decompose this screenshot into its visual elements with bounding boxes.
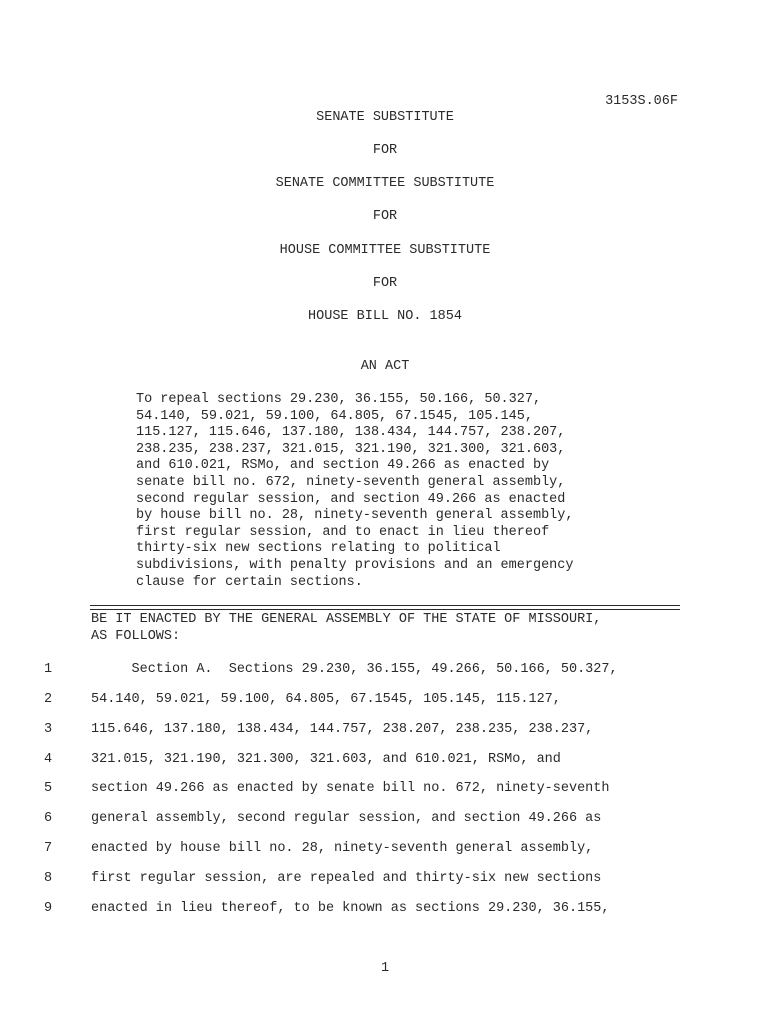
summary-line: and 610.021, RSMo, and section 49.266 as enacted by	[136, 458, 550, 474]
body-line: 321.015, 321.190, 321.300, 321.603, and 610.021, RSMo, and	[91, 752, 561, 767]
body-line: general assembly, second regular session, and section 49.266 as	[91, 811, 602, 826]
line-number: 9	[44, 901, 53, 916]
summary-line: To repeal sections 29.230, 36.155, 50.166, 50.327,	[136, 392, 542, 407]
summary-line: 54.140, 59.021, 59.100, 64.805, 67.1545, 105.145,	[136, 408, 533, 424]
heading-senate-substitute: SENATE SUBSTITUTE	[316, 110, 454, 125]
summary-line: clause for certain sections.	[136, 574, 363, 590]
summary-line: 238.235, 238.237, 321.015, 321.190, 321.300, 321.603,	[136, 441, 566, 457]
body-line: 115.646, 137.180, 138.434, 144.757, 238.207, 238.235, 238.237,	[91, 722, 594, 737]
line-number: 1	[44, 662, 53, 677]
double-rule-top	[90, 605, 680, 606]
body-line: 54.140, 59.021, 59.100, 64.805, 67.1545, 105.145, 115.127,	[91, 692, 561, 707]
enacting-line: AS FOLLOWS:	[91, 629, 181, 644]
act-summary	[136, 392, 656, 591]
heading-for-3: FOR	[372, 276, 398, 291]
body-line: enacted by house bill no. 28, ninety-seventh general assembly,	[91, 841, 594, 856]
summary-line: by house bill no. 28, ninety-seventh general assembly,	[136, 508, 574, 524]
document-id: 3153S.06F	[605, 94, 678, 109]
line-number: 3	[44, 722, 53, 737]
heading-for-1: FOR	[372, 143, 398, 158]
enacting-clause	[91, 611, 601, 645]
summary-line: 115.127, 115.646, 137.180, 138.434, 144.757, 238.207,	[136, 425, 566, 441]
summary-line: senate bill no. 672, ninety-seventh general assembly,	[136, 474, 566, 490]
line-number: 7	[44, 841, 53, 856]
line-number: 4	[44, 752, 53, 767]
body-line: first regular session, are repealed and thirty-six new sections	[91, 871, 602, 886]
heading-house-bill-number: HOUSE BILL NO. 1854	[308, 309, 462, 324]
line-number: 2	[44, 692, 53, 707]
heading-for-2: FOR	[372, 209, 398, 224]
line-number: 8	[44, 871, 53, 886]
body-line: Section A. Sections 29.230, 36.155, 49.266, 50.166, 50.327,	[91, 662, 618, 677]
line-number: 6	[44, 811, 53, 826]
enacting-line: BE IT ENACTED BY THE GENERAL ASSEMBLY OF THE STATE OF MISSOURI,	[91, 612, 602, 627]
summary-line: second regular session, and section 49.266 as enacted	[136, 491, 566, 507]
page-number: 1	[380, 961, 390, 976]
summary-line: thirty-six new sections relating to political	[136, 541, 501, 557]
heading-house-committee-substitute: HOUSE COMMITTEE SUBSTITUTE	[279, 243, 491, 258]
act-title: AN ACT	[360, 359, 410, 374]
summary-line: subdivisions, with penalty provisions and an emergency	[136, 557, 574, 573]
summary-line: first regular session, and to enact in lieu thereof	[136, 524, 550, 540]
body-line: enacted in lieu thereof, to be known as sections 29.230, 36.155,	[91, 901, 610, 916]
body-line: section 49.266 as enacted by senate bill no. 672, ninety-seventh	[91, 781, 610, 796]
heading-senate-committee-substitute: SENATE COMMITTEE SUBSTITUTE	[275, 176, 495, 191]
line-number: 5	[44, 781, 53, 796]
double-rule-bottom	[90, 609, 680, 610]
